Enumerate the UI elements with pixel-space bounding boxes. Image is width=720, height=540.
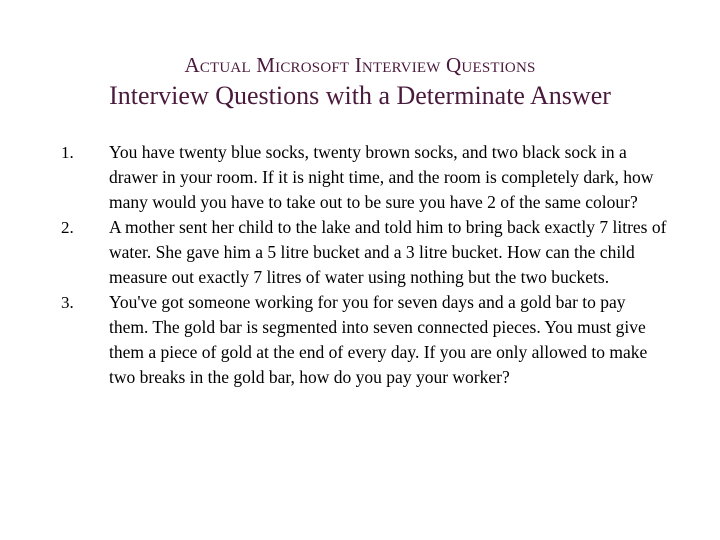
slide-heading: Actual Microsoft Interview Questions <box>184 53 536 77</box>
question-list <box>0 140 720 390</box>
question-number: 3. <box>61 293 74 312</box>
question-number: 1. <box>61 143 74 162</box>
question-text: You've got someone working for you for seven days and a gold bar to pay them. The gold bar is segmented into seven connected pieces. You must give them a piece of gold at the end of every day. If you are only allowed to make two breaks in the gold bar, how do you pay your worker? <box>109 292 648 387</box>
question-number: 2. <box>61 218 74 237</box>
question-item <box>0 140 720 215</box>
question-item <box>0 215 720 290</box>
question-text: A mother sent her child to the lake and told him to bring back exactly 7 litres of water. She gave him a 5 litre bucket and a 3 litre bucket. How can the child measure out exactly 7 litres of water using nothing but the two buckets. <box>109 217 667 287</box>
question-text: You have twenty blue socks, twenty brown socks, and two black sock in a drawer in your room. If it is night time, and the room is completely dark, how many would you have to take out to be sure you have 2 of the same colour? <box>109 142 654 212</box>
question-item <box>0 290 720 390</box>
slide-subheading: Interview Questions with a Determinate Answer <box>109 81 611 110</box>
